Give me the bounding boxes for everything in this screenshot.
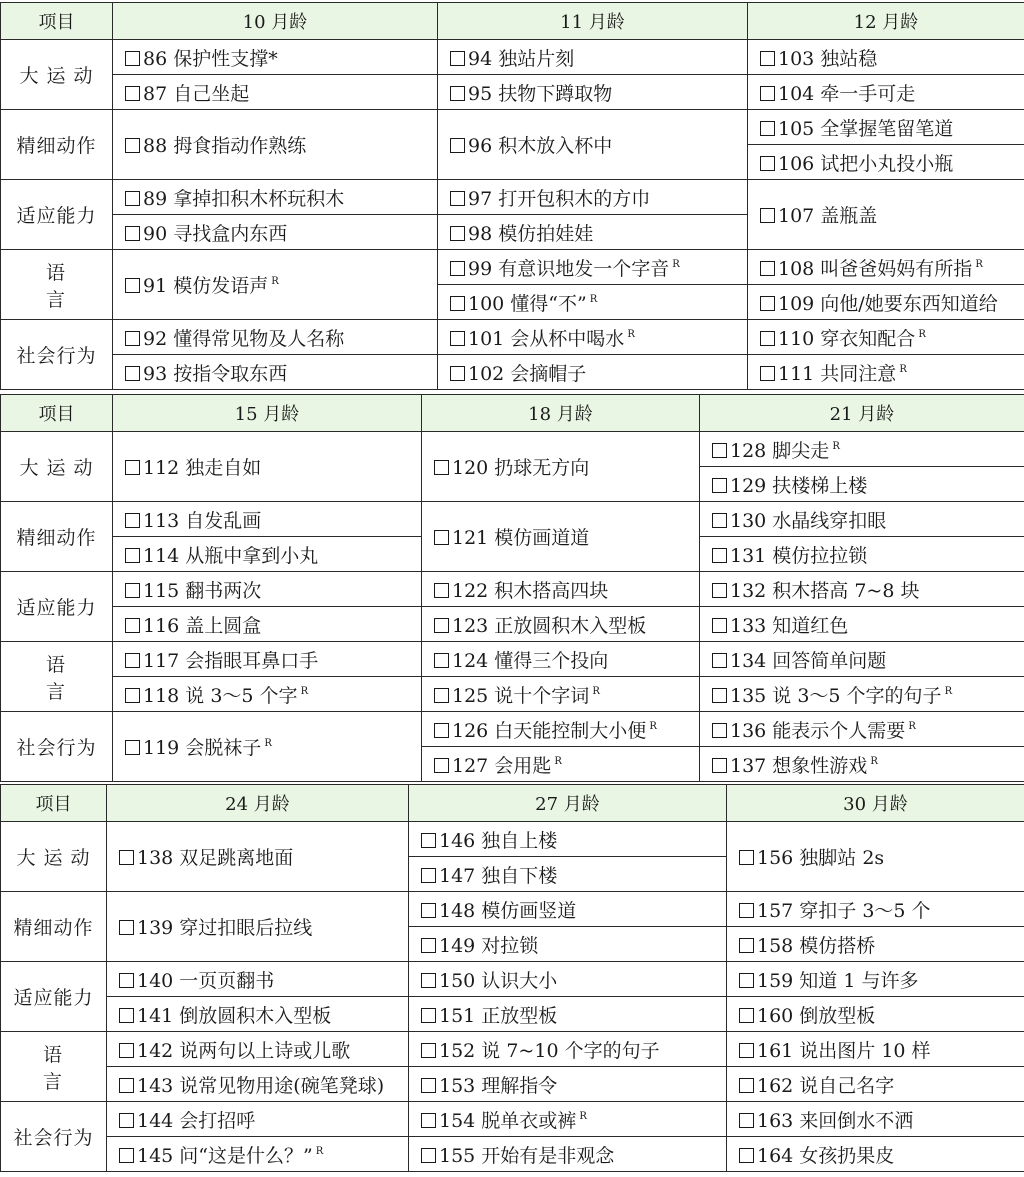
checklist-item[interactable]: 154 脱单衣或裤 $^R$	[409, 1102, 727, 1137]
checklist-item[interactable]: 140 一页页翻书	[107, 962, 409, 997]
checklist-item[interactable]: 127 会用匙 $^R$	[422, 747, 700, 782]
checkbox[interactable]	[739, 1043, 754, 1058]
checklist-item[interactable]: 122 积木搭高四块	[422, 572, 700, 607]
checklist-item[interactable]: 120 扔球无方向	[422, 432, 700, 502]
checkbox[interactable]	[421, 973, 436, 988]
checkbox[interactable]	[119, 1113, 134, 1128]
checkbox[interactable]	[760, 331, 775, 346]
checklist-item[interactable]: 141 倒放圆积木入型板	[107, 997, 409, 1032]
header-item: 项目	[1, 3, 113, 40]
checklist-item[interactable]: 119 会脱袜子 $^R$	[113, 712, 422, 782]
checklist-item[interactable]: 117 会指眼耳鼻口手	[113, 642, 422, 677]
checkbox[interactable]	[125, 331, 140, 346]
checkbox[interactable]	[125, 278, 140, 293]
header-age: 27 月龄	[409, 785, 727, 822]
checklist-item[interactable]: 105 全掌握笔留笔道	[748, 110, 1024, 145]
checkbox[interactable]	[739, 938, 754, 953]
r-mark: R	[300, 685, 309, 697]
checklist-item[interactable]: 114 从瓶中拿到小丸	[113, 537, 422, 572]
checkbox[interactable]	[421, 938, 436, 953]
r-mark: R	[649, 720, 657, 732]
checklist-item[interactable]: 107 盖瓶盖	[748, 180, 1024, 250]
checkbox[interactable]	[712, 513, 727, 528]
r-mark: R	[315, 1145, 324, 1157]
checkbox[interactable]	[119, 1008, 134, 1023]
checkbox[interactable]	[421, 1078, 436, 1093]
checklist-item[interactable]: 91 模仿发语声 $^R$	[113, 250, 438, 320]
checkbox[interactable]	[125, 191, 140, 206]
checkbox[interactable]	[760, 121, 775, 136]
checklist-item[interactable]: 86 保护性支撑*	[113, 40, 438, 75]
checkbox[interactable]	[125, 740, 140, 755]
checklist-item[interactable]: 111 共同注意 $^R$	[748, 355, 1024, 390]
checkbox[interactable]	[421, 1043, 436, 1058]
checklist-item[interactable]: 89 拿掉扣积木杯玩积木	[113, 180, 438, 215]
checklist-item[interactable]: 145 问“这是什么？” $^R$	[107, 1137, 409, 1172]
checkbox[interactable]	[421, 833, 436, 848]
checklist-item[interactable]: 128 脚尖走 $^R$	[700, 432, 1024, 467]
table-10-12-months	[0, 2, 1024, 390]
checklist-item[interactable]: 131 模仿拉拉锁	[700, 537, 1024, 572]
checkbox[interactable]	[125, 688, 140, 703]
checklist-item[interactable]: 164 女孩扔果皮	[727, 1137, 1024, 1172]
r-mark: R	[918, 328, 926, 340]
header-age: 21 月龄	[700, 395, 1024, 432]
checkbox[interactable]	[119, 973, 134, 988]
checklist-item[interactable]: 97 打开包积木的方巾	[438, 180, 748, 215]
header-age: 10 月龄	[113, 3, 438, 40]
checklist-item[interactable]: 144 会打招呼	[107, 1102, 409, 1137]
category-social: 社会行为	[1, 320, 113, 390]
checklist-item[interactable]: 90 寻找盒内东西	[113, 215, 438, 250]
checkbox[interactable]	[434, 723, 449, 738]
checklist-item[interactable]: 94 独站片刻	[438, 40, 748, 75]
checkbox[interactable]	[450, 86, 465, 101]
checkbox[interactable]	[739, 1148, 754, 1163]
checklist-item[interactable]: 157 穿扣子 3～5 个	[727, 892, 1024, 927]
category-social: 社会行为	[1, 1102, 107, 1172]
checklist-item[interactable]: 135 说 3～5 个字的句子 $^R$	[700, 677, 1024, 712]
category-adaptive: 适应能力	[1, 572, 113, 642]
checklist-item[interactable]: 109 向他/她要东西知道给	[748, 285, 1024, 320]
header-age: 12 月龄	[748, 3, 1024, 40]
checklist-item[interactable]: 123 正放圆积木入型板	[422, 607, 700, 642]
r-mark: R	[627, 328, 635, 340]
checkbox[interactable]	[760, 296, 775, 311]
checklist-item[interactable]: 112 独走自如	[113, 432, 422, 502]
header-age: 11 月龄	[438, 3, 748, 40]
checklist-item[interactable]: 139 穿过扣眼后拉线	[107, 892, 409, 962]
checklist-item[interactable]: 96 积木放入杯中	[438, 110, 748, 180]
checklist-item[interactable]: 93 按指令取东西	[113, 355, 438, 390]
checkbox[interactable]	[434, 618, 449, 633]
checklist-item[interactable]: 121 模仿画道道	[422, 502, 700, 572]
checkbox[interactable]	[760, 366, 775, 381]
checklist-item[interactable]: 151 正放型板	[409, 997, 727, 1032]
category-fine-motor: 精细动作	[1, 110, 113, 180]
table-15-21-months	[0, 394, 1024, 782]
checkbox[interactable]	[712, 688, 727, 703]
checkbox[interactable]	[712, 443, 727, 458]
checkbox[interactable]	[450, 261, 465, 276]
checklist-item[interactable]: 108 叫爸爸妈妈有所指 $^R$	[748, 250, 1024, 285]
checklist-item[interactable]: 124 懂得三个投向	[422, 642, 700, 677]
checklist-item[interactable]: 155 开始有是非观念	[409, 1137, 727, 1172]
checkbox[interactable]	[421, 868, 436, 883]
header-item: 项目	[1, 785, 107, 822]
checkbox[interactable]	[125, 86, 140, 101]
checkbox[interactable]	[125, 548, 140, 563]
checkbox[interactable]	[450, 51, 465, 66]
checklist-item[interactable]: 104 牵一手可走	[748, 75, 1024, 110]
checkbox[interactable]	[760, 156, 775, 171]
checklist-item[interactable]: 126 白天能控制大小便 $^R$	[422, 712, 700, 747]
checkbox[interactable]	[421, 1113, 436, 1128]
category-gross-motor: 大 运 动	[1, 40, 113, 110]
r-mark: R	[579, 1110, 587, 1122]
checkbox[interactable]	[712, 723, 727, 738]
header-age: 24 月龄	[107, 785, 409, 822]
checkbox[interactable]	[712, 618, 727, 633]
r-mark: R	[899, 363, 907, 375]
checkbox[interactable]	[421, 1008, 436, 1023]
checkbox[interactable]	[739, 850, 754, 865]
checkbox[interactable]	[712, 583, 727, 598]
checklist-item[interactable]: 99 有意识地发一个字音 $^R$	[438, 250, 748, 285]
checkbox[interactable]	[760, 51, 775, 66]
category-fine-motor: 精细动作	[1, 502, 113, 572]
checklist-item[interactable]: 101 会从杯中喝水 $^R$	[438, 320, 748, 355]
checklist-item[interactable]: 87 自己坐起	[113, 75, 438, 110]
checklist-item[interactable]: 143 说常见物用途(碗笔凳球)	[107, 1067, 409, 1102]
table-24-30-months	[0, 784, 1024, 1172]
checklist-item[interactable]: 138 双足跳离地面	[107, 822, 409, 892]
checkbox[interactable]	[125, 51, 140, 66]
checklist-item[interactable]: 156 独脚站 2s	[727, 822, 1024, 892]
checklist-item[interactable]: 113 自发乱画	[113, 502, 422, 537]
category-language: 语 言	[1, 1032, 107, 1102]
checklist-item[interactable]: 137 想象性游戏 $^R$	[700, 747, 1024, 782]
r-mark: R	[554, 755, 562, 767]
checkbox[interactable]	[125, 138, 140, 153]
checkbox[interactable]	[739, 903, 754, 918]
checkbox[interactable]	[119, 1043, 134, 1058]
checklist-item[interactable]: 148 模仿画竖道	[409, 892, 727, 927]
checkbox[interactable]	[421, 903, 436, 918]
header-item: 项目	[1, 395, 113, 432]
checklist-item[interactable]: 100 懂得“不” $^R$	[438, 285, 748, 320]
checklist-item[interactable]: 132 积木搭高 7~8 块	[700, 572, 1024, 607]
category-fine-motor: 精细动作	[1, 892, 107, 962]
checkbox[interactable]	[712, 548, 727, 563]
checkbox[interactable]	[450, 296, 465, 311]
checklist-item[interactable]: 130 水晶线穿扣眼	[700, 502, 1024, 537]
checkbox[interactable]	[450, 331, 465, 346]
checkbox[interactable]	[760, 208, 775, 223]
checkbox[interactable]	[119, 1148, 134, 1163]
checkbox[interactable]	[434, 653, 449, 668]
checkbox[interactable]	[125, 653, 140, 668]
checklist-item[interactable]: 129 扶楼梯上楼	[700, 467, 1024, 502]
checkbox[interactable]	[739, 1078, 754, 1093]
checkbox[interactable]	[450, 226, 465, 241]
checklist-item[interactable]: 161 说出图片 10 样	[727, 1032, 1024, 1067]
checkbox[interactable]	[434, 758, 449, 773]
checklist-item[interactable]: 160 倒放型板	[727, 997, 1024, 1032]
r-mark: R	[870, 755, 878, 767]
r-mark: R	[908, 720, 916, 732]
r-mark: R	[832, 440, 840, 452]
checkbox[interactable]	[434, 530, 449, 545]
checkbox[interactable]	[125, 366, 140, 381]
checklist-item[interactable]: 115 翻书两次	[113, 572, 422, 607]
checkbox[interactable]	[421, 1148, 436, 1163]
checklist-item[interactable]: 98 模仿拍娃娃	[438, 215, 748, 250]
checkbox[interactable]	[119, 1078, 134, 1093]
r-mark: R	[975, 258, 983, 270]
checklist-item[interactable]: 133 知道红色	[700, 607, 1024, 642]
checklist-item[interactable]: 106 试把小丸投小瓶	[748, 145, 1024, 180]
category-language: 语 言	[1, 250, 113, 320]
header-age: 15 月龄	[113, 395, 422, 432]
checklist-item[interactable]: 136 能表示个人需要 $^R$	[700, 712, 1024, 747]
checklist-item[interactable]: 149 对拉锁	[409, 927, 727, 962]
r-mark: R	[271, 276, 279, 287]
category-adaptive: 适应能力	[1, 180, 113, 250]
category-social: 社会行为	[1, 712, 113, 782]
header-age: 30 月龄	[727, 785, 1024, 822]
checkbox[interactable]	[450, 366, 465, 381]
checklist-item[interactable]: 102 会摘帽子	[438, 355, 748, 390]
r-mark: R	[592, 685, 600, 697]
checkbox[interactable]	[125, 226, 140, 241]
checkbox[interactable]	[739, 973, 754, 988]
checkbox[interactable]	[434, 688, 449, 703]
checklist-item[interactable]: 146 独自上楼	[409, 822, 727, 857]
checkbox[interactable]	[712, 758, 727, 773]
checkbox[interactable]	[760, 261, 775, 276]
checklist-item[interactable]: 92 懂得常见物及人名称	[113, 320, 438, 355]
checklist-item[interactable]: 88 拇食指动作熟练	[113, 110, 438, 180]
r-mark: R	[672, 258, 680, 270]
checkbox[interactable]	[434, 460, 449, 475]
header-age: 18 月龄	[422, 395, 700, 432]
checkbox[interactable]	[739, 1008, 754, 1023]
checkbox[interactable]	[712, 653, 727, 668]
checklist-item[interactable]: 95 扶物下蹲取物	[438, 75, 748, 110]
r-mark: R	[944, 685, 953, 697]
checkbox[interactable]	[125, 618, 140, 633]
checklist-item[interactable]: 147 独自下楼	[409, 857, 727, 892]
checkbox[interactable]	[450, 191, 465, 206]
r-mark: R	[264, 738, 272, 749]
checkbox[interactable]	[125, 583, 140, 598]
checklist-item[interactable]: 150 认识大小	[409, 962, 727, 997]
checklist-item[interactable]: 152 说 7~10 个字的句子	[409, 1032, 727, 1067]
checklist-item[interactable]: 158 模仿搭桥	[727, 927, 1024, 962]
category-adaptive: 适应能力	[1, 962, 107, 1032]
checkbox[interactable]	[450, 138, 465, 153]
category-gross-motor: 大 运 动	[1, 432, 113, 502]
checkbox[interactable]	[119, 920, 134, 935]
r-mark: R	[589, 293, 598, 305]
checklist-item[interactable]: 134 回答简单问题	[700, 642, 1024, 677]
checklist-item[interactable]: 142 说两句以上诗或儿歌	[107, 1032, 409, 1067]
category-language: 语 言	[1, 642, 113, 712]
checklist-item[interactable]: 162 说自己名字	[727, 1067, 1024, 1102]
checklist-item[interactable]: 153 理解指令	[409, 1067, 727, 1102]
checkbox[interactable]	[125, 460, 140, 475]
checklist-item[interactable]: 116 盖上圆盒	[113, 607, 422, 642]
checkbox[interactable]	[760, 86, 775, 101]
checkbox[interactable]	[125, 513, 140, 528]
category-gross-motor: 大 运 动	[1, 822, 107, 892]
checklist-item[interactable]: 118 说 3～5 个字 $^R$	[113, 677, 422, 712]
checklist-item[interactable]: 125 说十个字词 $^R$	[422, 677, 700, 712]
checkbox[interactable]	[739, 1113, 754, 1128]
checklist-item[interactable]: 110 穿衣知配合 $^R$	[748, 320, 1024, 355]
checklist-item[interactable]: 159 知道 1 与许多	[727, 962, 1024, 997]
checklist-item[interactable]: 163 来回倒水不洒	[727, 1102, 1024, 1137]
checkbox[interactable]	[712, 478, 727, 493]
checkbox[interactable]	[119, 850, 134, 865]
checkbox[interactable]	[434, 583, 449, 598]
checklist-item[interactable]: 103 独站稳	[748, 40, 1024, 75]
